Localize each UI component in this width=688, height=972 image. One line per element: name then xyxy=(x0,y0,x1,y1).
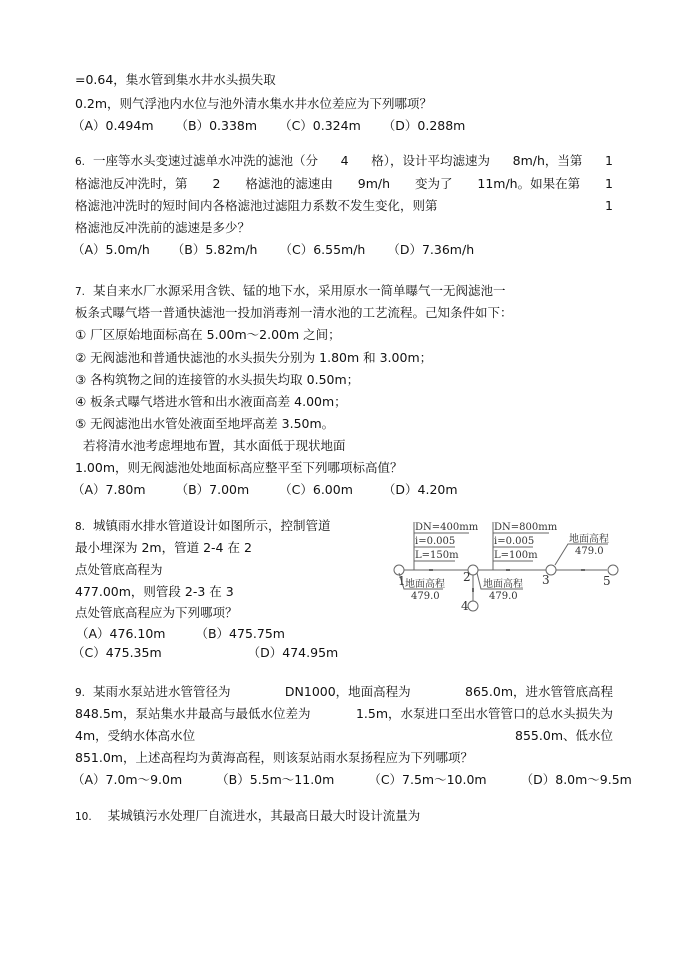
q9-option-d: （D）8.0m～9.5m xyxy=(520,772,632,787)
node-1-label: 1 xyxy=(398,574,406,588)
q8-option-d: （D）474.95m xyxy=(247,645,339,660)
q7-condition-2: ② 无阀滤池和普通快滤池的水头损失分别为 1.80m 和 3.00m； xyxy=(75,350,433,365)
q7-condition-4: ④ 板条式曝气塔进水管和出水液面高差 4.00m； xyxy=(75,394,347,409)
q10-text-line1: 10. 某城镇污水处理厂自流进水，其最高日最大时设计流量为 xyxy=(75,808,421,823)
q6-option-a: （A）5.0m/h xyxy=(72,242,150,257)
node-3-label: 3 xyxy=(542,573,550,587)
q5-options xyxy=(72,118,487,134)
q8-options-row1 xyxy=(76,626,307,642)
q9-option-a: （A）7.0m～9.0m xyxy=(72,772,183,787)
q8-text-line4: 477.00m，则管段 2-3 在 3 xyxy=(75,584,234,599)
q7-option-a: （A）7.80m xyxy=(72,482,146,497)
q7-text-line1: 7. 某自来水厂水源采用含铁、锰的地下水，采用原水一简单曝气一无阀滤池一 xyxy=(75,283,506,298)
q5-text-line2: 0.2m，则气浮池内水位与池外清水集水井水位差应为下列哪项？ xyxy=(75,96,433,111)
q8-text-line5: 点处管底高程应为下列哪项？ xyxy=(75,605,238,620)
q8-option-b: （B）475.75m xyxy=(195,626,285,641)
q7-condition-1: ① 厂区原始地面标高在 5.00m～2.00m 之间； xyxy=(75,327,341,342)
q5-option-b: （B）0.338m xyxy=(175,118,258,133)
q9-text-line1: 9. 某雨水泵站进水管管径为 DN1000，地面高程为 865.0m，进水管管底高程 xyxy=(75,684,613,699)
q9-number: 9. xyxy=(75,687,86,699)
q7-condition-3: ③ 各构筑物之间的连接管的水头损失均取 0.50m； xyxy=(75,372,360,387)
node-2-label: 2 xyxy=(463,570,471,584)
q7-text-line4: 1.00m，则无阀滤池处地面标高应整平至下列哪项标高值？ xyxy=(75,460,403,475)
q9-option-c: （C）7.5m～10.0m xyxy=(368,772,487,787)
q5-option-c: （C）0.324m xyxy=(279,118,361,133)
q9-text-line3: 4m，受纳水体高水位 855.0m、低水位 xyxy=(75,728,613,743)
q7-condition-5: ⑤ 无阀滤池出水管处液面至地坪高差 3.50m。 xyxy=(75,416,335,431)
q5-text-line1: =0.64，集水管到集水井水头损失取 xyxy=(75,72,276,87)
q7-text-line2: 板条式曝气塔一普通快滤池一投加消毒剂一清水池的工艺流程。己知条件如下： xyxy=(75,305,513,320)
q6-text-line3: 格滤池冲洗时的短时间内各格滤池过滤阻力系数不发生变化，则第 1 xyxy=(75,198,613,213)
q6-options xyxy=(72,242,496,258)
node2-ground-label: 地面高程 xyxy=(483,579,523,590)
q9-option-b: （B）5.5m～11.0m xyxy=(216,772,335,787)
q8-text-line2: 最小埋深为 2m，管道 2-4 在 2 xyxy=(75,540,252,555)
q6-text-line4: 格滤池反冲洗前的滤速是多少？ xyxy=(75,220,251,235)
seg23-slope-label: i=0.005 xyxy=(494,536,535,547)
q7-options xyxy=(72,482,480,498)
node-4-label: 4 xyxy=(461,599,469,613)
q8-option-a: （A）476.10m xyxy=(76,626,166,641)
q8-option-c: （C）475.35m xyxy=(72,645,162,660)
q7-option-d: （D）4.20m xyxy=(382,482,458,497)
q7-option-c: （C）6.00m xyxy=(279,482,353,497)
node2-ground-value: 479.0 xyxy=(489,591,518,602)
q7-number: 7. xyxy=(75,286,86,298)
node-5-label: 5 xyxy=(603,574,611,588)
pipe-network-diagram xyxy=(385,515,625,615)
q8-options-row2 xyxy=(72,645,360,661)
node3-ground-value: 479.0 xyxy=(575,546,604,557)
q9-text-line2: 848.5m，泵站集水井最高与最低水位差为 1.5m，水泵进口至出水管管口的总水头损失为 xyxy=(75,706,613,721)
q9-text-line4: 851.0m，上述高程均为黄海高程，则该泵站雨水泵扬程应为下列哪项？ xyxy=(75,750,473,765)
q5-option-d: （D）0.288m xyxy=(382,118,466,133)
q6-option-d: （D）7.36m/h xyxy=(387,242,475,257)
seg23-length-label: L=100m xyxy=(494,550,538,561)
q6-option-c: （C）6.55m/h xyxy=(279,242,366,257)
seg12-dn-label: DN=400mm xyxy=(415,522,479,533)
node1-ground-label: 地面高程 xyxy=(405,579,445,590)
q6-text-line1: 6. 一座等水头变速过滤单水冲洗的滤池（分 4 格），设计平均滤速为 8m/h，当第 1 xyxy=(75,153,613,168)
seg12-slope-label: i=0.005 xyxy=(415,536,456,547)
seg12-length-label: L=150m xyxy=(415,550,459,561)
q10-number: 10. xyxy=(75,811,92,823)
q6-text-line2: 格滤池反冲洗时，第 2 格滤池的滤速由 9m/h 变为了 11m/h。如果在第 1 xyxy=(75,176,613,191)
q9-options xyxy=(72,772,654,788)
q8-number: 8. xyxy=(75,521,86,533)
q5-option-a: （A）0.494m xyxy=(72,118,154,133)
q7-option-b: （B）7.00m xyxy=(175,482,250,497)
q6-option-b: （B）5.82m/h xyxy=(171,242,258,257)
q7-text-line3: 若将清水池考虑埋地布置，其水面低于现状地面 xyxy=(75,438,346,453)
seg23-dn-label: DN=800mm xyxy=(494,522,558,533)
q8-text-line1: 8. 城镇雨水排水管道设计如图所示，控制管道 xyxy=(75,518,331,533)
node1-ground-value: 479.0 xyxy=(411,591,440,602)
node3-ground-label: 地面高程 xyxy=(569,534,609,545)
q6-number: 6. xyxy=(75,156,86,168)
q8-text-line3: 点处管底高程为 xyxy=(75,562,163,577)
